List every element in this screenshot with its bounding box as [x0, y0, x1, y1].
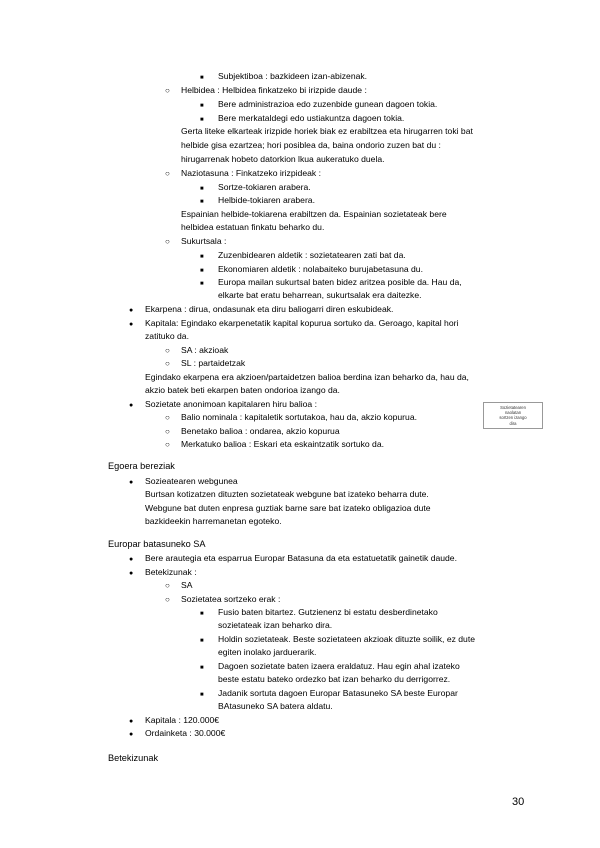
- disc-bullet-icon: [129, 714, 133, 728]
- paragraph-line: beste estatu bateko ordezko bat izan beharko du derrigorrez.: [218, 674, 451, 684]
- list-item: SA: [181, 580, 193, 590]
- circle-bullet-icon: [165, 579, 170, 592]
- list-item: Dagoen sozietate baten izaera eraldatuz. Hau egin ahal izateko: [218, 661, 460, 671]
- disc-bullet-icon: [129, 727, 133, 741]
- circle-bullet-icon: [165, 425, 170, 438]
- paragraph-line: sozietateak izan beharko dira.: [218, 620, 333, 630]
- disc-bullet-icon: [129, 566, 133, 580]
- list-item: Benetako balioa : ondarea, akzio kopurua: [181, 426, 340, 436]
- side-comment-note: [483, 402, 543, 429]
- side-note-line: Sozietatearen: [500, 405, 526, 410]
- side-note-line: dira: [509, 420, 517, 426]
- list-item: Fusio baten bitartez. Gutzienenz bi estatu desberdinetako: [218, 607, 438, 617]
- paragraph-line: helbide gisa ezartzea; hori posiblea da, baina ondorio zuzen bat du :: [181, 140, 441, 150]
- paragraph-line: akzio batek beti ekarpen baten ondorioa izango da.: [145, 385, 340, 395]
- list-item: Sozietate anonimoan kapitalaren hiru balioa :: [145, 399, 317, 409]
- square-bullet-icon: [200, 276, 204, 291]
- paragraph-line: bazkideekin harremanetan egoteko.: [145, 516, 282, 526]
- list-item: Sozietatea sortzeko erak :: [181, 594, 281, 604]
- list-item: Sozieatearen webgunea: [145, 476, 238, 486]
- square-bullet-icon: [200, 633, 204, 648]
- disc-bullet-icon: [129, 398, 133, 412]
- list-item: Zuzenbidearen aldetik : sozietatearen zati bat da.: [218, 250, 406, 260]
- list-item: Bere merkataldegi edo ustiakuntza dagoen tokia.: [218, 113, 405, 123]
- paragraph-line: hirugarrenak hobeto datorkion lkua aukeratuko duela.: [181, 154, 385, 164]
- list-item: Naziotasuna : Finkatzeko irizpideak :: [181, 168, 321, 178]
- side-note-line: naolatan: [504, 410, 522, 416]
- paragraph-line: egiten inolako jarduerarik.: [218, 647, 317, 657]
- list-item: Helbide-tokiaren arabera.: [218, 195, 315, 205]
- list-item: Merkatuko balioa : Eskari eta eskaintzatik sortuko da.: [181, 439, 385, 449]
- list-item: SA : akzioak: [181, 345, 229, 355]
- square-bullet-icon: [200, 98, 204, 113]
- paragraph-line: Espainian helbide-tokiarena erabiltzen da. Espainian sozietateak bere: [181, 209, 447, 219]
- side-note-line: sortzen izango: [499, 415, 527, 421]
- disc-bullet-icon: [129, 552, 133, 566]
- circle-bullet-icon: [165, 411, 170, 424]
- list-item: Bere arautegia eta esparrua Europar Batasuna da eta estatuetatik gainetik daude.: [145, 553, 457, 563]
- circle-bullet-icon: [165, 167, 170, 180]
- page-number: 30: [512, 796, 525, 808]
- paragraph-line: elkarte bat eratu beharrean, sukurtsalak era daitezke.: [218, 290, 422, 300]
- paragraph-line: BAtasuneko SA batera aldatu.: [218, 701, 333, 711]
- circle-bullet-icon: [165, 438, 170, 451]
- square-bullet-icon: [200, 687, 204, 702]
- square-bullet-icon: [200, 194, 204, 209]
- section-heading: Betekizunak: [108, 753, 159, 763]
- square-bullet-icon: [200, 249, 204, 264]
- list-item: Ekarpena : dirua, ondasunak eta diru baliogarri diren eskubideak.: [145, 304, 394, 314]
- list-item: Kapitala : 120.000€: [145, 715, 220, 725]
- list-item: Sukurtsala :: [181, 236, 227, 246]
- circle-bullet-icon: [165, 357, 170, 370]
- section-heading: Europar batasuneko SA: [108, 539, 206, 549]
- circle-bullet-icon: [165, 593, 170, 606]
- disc-bullet-icon: [129, 475, 133, 489]
- square-bullet-icon: [200, 70, 204, 85]
- disc-bullet-icon: [129, 303, 133, 317]
- list-item: Balio nominala : kapitaletik sortutakoa, hau da, akzio kopurua.: [181, 412, 417, 422]
- list-item: Ekonomiaren aldetik : nolabaiteko burujabetasuna du.: [218, 264, 423, 274]
- list-item: Sortze-tokiaren arabera.: [218, 182, 311, 192]
- paragraph-line: helbidea estatuan finkatu beharko du.: [181, 222, 325, 232]
- square-bullet-icon: [200, 660, 204, 675]
- circle-bullet-icon: [165, 235, 170, 248]
- list-item: SL : partaidetzak: [181, 358, 246, 368]
- list-item: Kapitala: Egindako ekarpenetatik kapital kopurua sortuko da. Geroago, kapital hori: [145, 318, 459, 328]
- list-item: Betekizunak :: [145, 567, 197, 577]
- list-item: Ordainketa : 30.000€: [145, 728, 226, 738]
- paragraph-line: Egindako ekarpena era akzioen/partaidetzen balioa berdina izan beharko da, hau da,: [145, 372, 469, 382]
- list-item: Holdin sozietateak. Beste sozietateen akzioak dituzte soilik, ez dute: [218, 634, 476, 644]
- section-heading: Egoera bereziak: [108, 461, 175, 471]
- square-bullet-icon: [200, 606, 204, 621]
- circle-bullet-icon: [165, 344, 170, 357]
- paragraph-line: zatituko da.: [145, 331, 189, 341]
- list-item: Europa mailan sukurtsal baten bidez aritzea posible da. Hau da,: [218, 277, 462, 287]
- circle-bullet-icon: [165, 84, 170, 97]
- list-item: Subjektiboa : bazkideen izan-abizenak.: [218, 71, 368, 81]
- paragraph-line: Gerta liteke elkarteak irizpide horiek biak ez erabiltzea eta hirugarren toki bat: [181, 126, 473, 136]
- paragraph-line: Burtsan kotizatzen dituzten sozietateak webgune bat izateko beharra dute.: [145, 489, 429, 499]
- list-item: Bere administrazioa edo zuzenbide gunean dagoen tokia.: [218, 99, 438, 109]
- list-item: Jadanik sortuta dagoen Europar Batasuneko SA beste Europar: [218, 688, 458, 698]
- disc-bullet-icon: [129, 317, 133, 331]
- list-item: Helbidea : Helbidea finkatzeko bi irizpide daude :: [181, 85, 367, 95]
- paragraph-line: Webgune bat duten enpresa guztiak barne sare bat izateko obligazioa dute: [145, 503, 431, 513]
